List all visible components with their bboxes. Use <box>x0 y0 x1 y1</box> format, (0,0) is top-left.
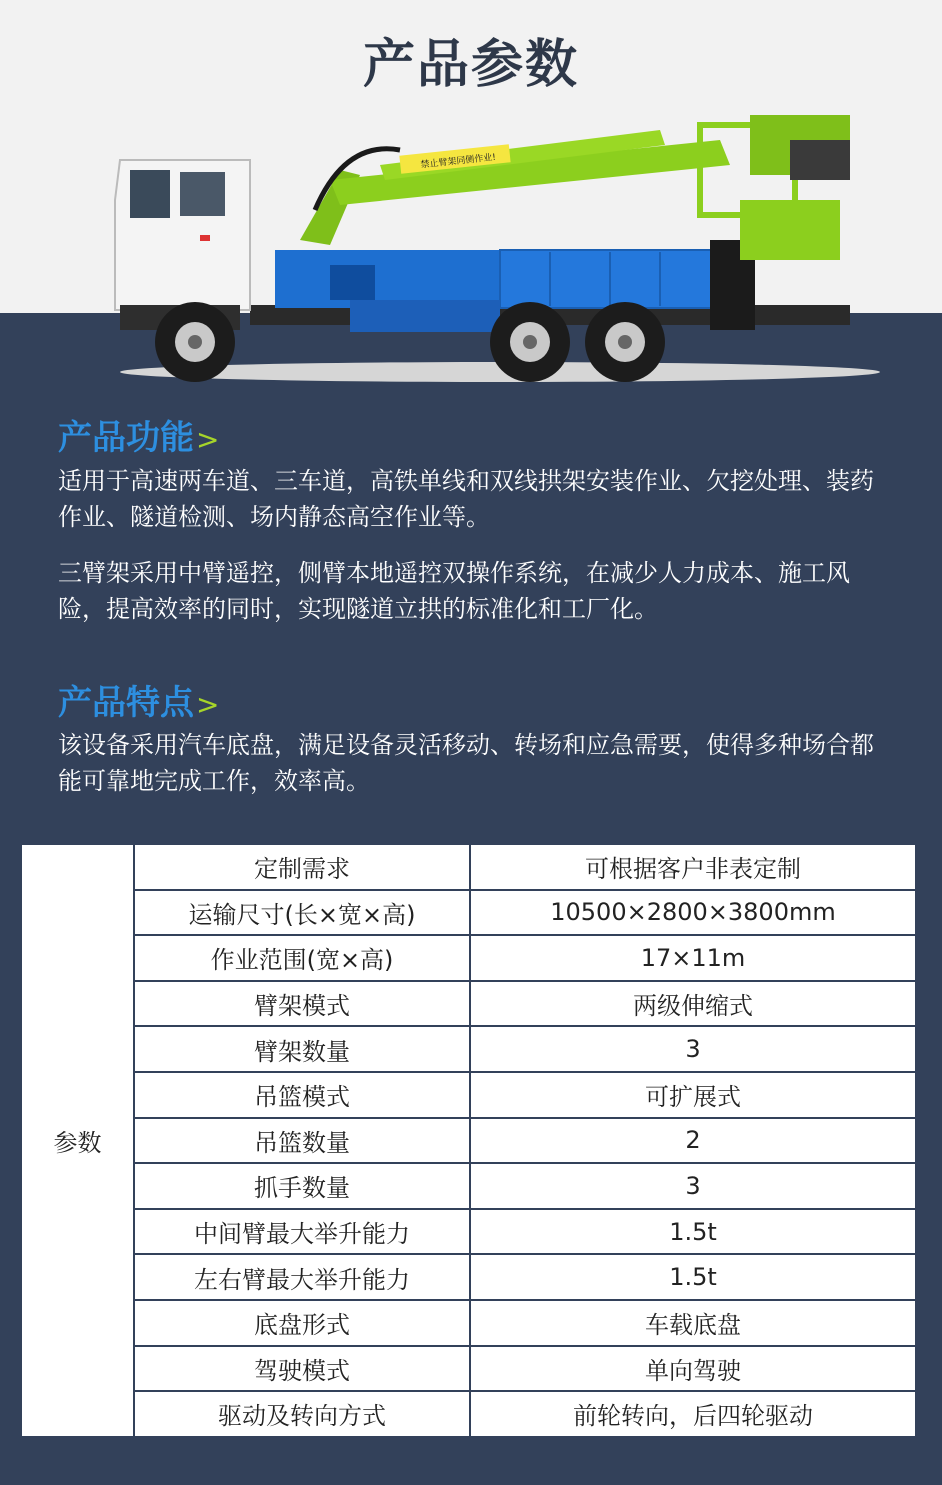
param-value: 单向驾驶 <box>470 1346 916 1392</box>
param-label: 底盘形式 <box>134 1300 470 1346</box>
feature-paragraph-1: 该设备采用汽车底盘，满足设备灵活移动、转场和应急需要，使得多种场合都能可靠地完成工作，效率高。 <box>58 731 874 795</box>
table-row <box>21 935 916 981</box>
param-label: 驾驶模式 <box>134 1346 470 1392</box>
param-value: 1.5t <box>470 1254 916 1300</box>
cab-window-side <box>180 172 225 216</box>
param-label: 运输尺寸(长×宽×高) <box>134 890 470 936</box>
param-value: 1.5t <box>470 1209 916 1255</box>
table-row <box>21 1209 916 1255</box>
table-row <box>21 1026 916 1072</box>
param-value: 3 <box>470 1026 916 1072</box>
param-label: 臂架模式 <box>134 981 470 1027</box>
feature-heading-text: 产品特点 <box>58 683 194 723</box>
param-value: 前轮转向，后四轮驱动 <box>470 1391 916 1437</box>
gripper-motor <box>790 140 850 180</box>
param-label: 吊篮模式 <box>134 1072 470 1118</box>
param-label: 抓手数量 <box>134 1163 470 1209</box>
param-label: 臂架数量 <box>134 1026 470 1072</box>
function-paragraph-1: 适用于高速两车道、三车道，高铁单线和双线拱架安装作业、欠挖处理、装药作业、隧道检测、场内静态高空作业等。 <box>58 467 874 531</box>
params-table-body <box>21 844 916 1437</box>
param-label: 定制需求 <box>134 844 470 890</box>
tank <box>330 265 375 300</box>
param-label: 作业范围(宽×高) <box>134 935 470 981</box>
table-row <box>21 1072 916 1118</box>
wheel-front <box>155 302 235 382</box>
param-value: 两级伸缩式 <box>470 981 916 1027</box>
params-group-label: 参数 <box>21 844 134 1437</box>
function-heading-arrow: > <box>196 423 220 456</box>
feature-heading <box>58 675 219 724</box>
param-label: 驱动及转向方式 <box>134 1391 470 1437</box>
gripper-arm <box>740 200 840 260</box>
param-label: 左右臂最大举升能力 <box>134 1254 470 1300</box>
cab-window-front <box>130 170 170 218</box>
param-value: 10500×2800×3800mm <box>470 890 916 936</box>
table-row <box>21 890 916 936</box>
lower-box <box>350 300 500 332</box>
truck-toolbox <box>500 250 715 308</box>
param-value: 车载底盘 <box>470 1300 916 1346</box>
table-row <box>21 1346 916 1392</box>
feature-heading-arrow: > <box>196 688 220 721</box>
function-heading <box>58 410 219 459</box>
table-row <box>21 1391 916 1437</box>
table-row <box>21 1300 916 1346</box>
wheel-rear-1 <box>490 302 570 382</box>
param-label: 中间臂最大举升能力 <box>134 1209 470 1255</box>
truck-illustration <box>100 110 900 395</box>
table-row <box>21 981 916 1027</box>
page-title: 产品参数 <box>362 35 579 95</box>
param-label: 吊篮数量 <box>134 1118 470 1164</box>
param-value: 可扩展式 <box>470 1072 916 1118</box>
param-value: 17×11m <box>470 935 916 981</box>
function-heading-text: 产品功能 <box>58 418 194 458</box>
param-value: 可根据客户非表定制 <box>470 844 916 890</box>
warning-sign-text: 禁止臂架同侧作业! <box>420 152 497 171</box>
table-row <box>21 1163 916 1209</box>
table-row <box>21 1254 916 1300</box>
table-row <box>21 1118 916 1164</box>
param-value: 2 <box>470 1118 916 1164</box>
function-paragraph-2: 三臂架采用中臂遥控，侧臂本地遥控双操作系统，在减少人力成本、施工风险，提高效率的同时，实现隧道立拱的标准化和工厂化。 <box>58 559 850 623</box>
wheel-rear-2 <box>585 302 665 382</box>
table-row <box>21 844 916 890</box>
params-table <box>20 843 917 1438</box>
param-value: 3 <box>470 1163 916 1209</box>
